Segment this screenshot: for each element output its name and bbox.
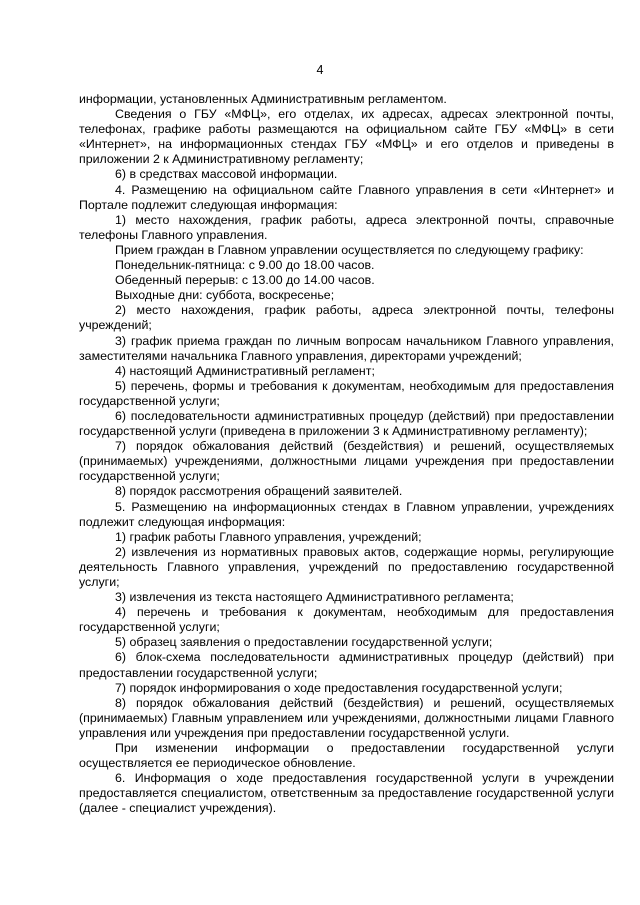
paragraph: 5) перечень, формы и требования к документам, необходимым для предоставления государственной услуги; <box>79 378 614 408</box>
paragraph: 4) перечень и требования к документам, необходимым для предоставления государственной услуги; <box>79 605 614 635</box>
paragraph: 4. Размещению на официальном сайте Главного управления в сети «Интернет» и Портале подлежит следующая информация: <box>79 182 614 212</box>
paragraph: Сведения о ГБУ «МФЦ», его отделах, их адресах, адресах электронной почты, телефонах, графике работы размещаются на официальном сайте ГБУ «МФЦ» в сети «Интернет», на информационных стендах ГБУ «МФЦ» и его отделов и приведены в приложении 2 к Административному регламенту; <box>79 107 614 167</box>
paragraph: 6. Информация о ходе предоставления государственной услуги в учреждении предоставляется специалистом, ответственным за предоставление государственной услуги (далее - специалист учреждения). <box>79 771 614 816</box>
paragraph: Прием граждан в Главном управлении осуществляется по следующему графику: <box>115 242 584 257</box>
paragraph: 2) место нахождения, график работы, адреса электронной почты, телефоны учреждений; <box>79 303 614 333</box>
paragraph: 4) настоящий Административный регламент; <box>115 363 375 378</box>
paragraph: 5) образец заявления о предоставлении государственной услуги; <box>115 635 493 650</box>
page-number: 4 <box>316 63 324 77</box>
paragraph: 2) извлечения из нормативных правовых актов, содержащие нормы, регулирующие деятельность Главного управления, учреждений по предоставлению государственной услуги; <box>79 544 614 589</box>
paragraph: 7) порядок обжалования действий (бездействия) и решений, осуществляемых (принимаемых) учреждениями, должностными лицами учреждения при предоставлении государственной услуги; <box>79 439 614 484</box>
paragraph: Обеденный перерыв: с 13.00 до 14.00 часов. <box>115 273 375 288</box>
paragraph: Выходные дни: суббота, воскресенье; <box>115 288 335 303</box>
paragraph: 8) порядок рассмотрения обращений заявителей. <box>115 484 403 499</box>
paragraph: 3) извлечения из текста настоящего Административного регламента; <box>115 590 514 605</box>
paragraph: При изменении информации о предоставлении государственной услуги осуществляется ее периодическое обновление. <box>79 741 614 771</box>
paragraph: 5. Размещению на информационных стендах в Главном управлении, учреждениях подлежит следующая информация: <box>79 499 614 529</box>
paragraph: 6) в средствах массовой информации. <box>115 167 338 182</box>
paragraph: 1) место нахождения, график работы, адреса электронной почты, справочные телефоны Главного управления. <box>79 212 614 242</box>
paragraph: 6) последовательности административных процедур (действий) при предоставлении государственной услуги (приведена в приложении 3 к Административному регламенту); <box>79 408 614 439</box>
document-body <box>79 92 614 817</box>
paragraph: 3) график приема граждан по личным вопросам начальником Главного управления, заместителями начальника Главного управления, директорами учреждений; <box>79 333 614 363</box>
paragraph: 7) порядок информирования о ходе предоставления государственной услуги; <box>115 680 563 695</box>
paragraph: 8) порядок обжалования действий (бездействия) и решений, осуществляемых (принимаемых) Главным управлением или учреждениями, должностными лицами Главного управления или учреждения при предоставлении государственной услуги. <box>79 695 614 740</box>
paragraph: информации, установленных Административным регламентом. <box>79 92 447 106</box>
paragraph: 1) график работы Главного управления, учреждений; <box>115 529 422 544</box>
paragraph: Понедельник-пятница: с 9.00 до 18.00 часов. <box>115 258 375 273</box>
paragraph: 6) блок-схема последовательности административных процедур (действий) при предоставлении государственной услуги; <box>79 650 614 680</box>
